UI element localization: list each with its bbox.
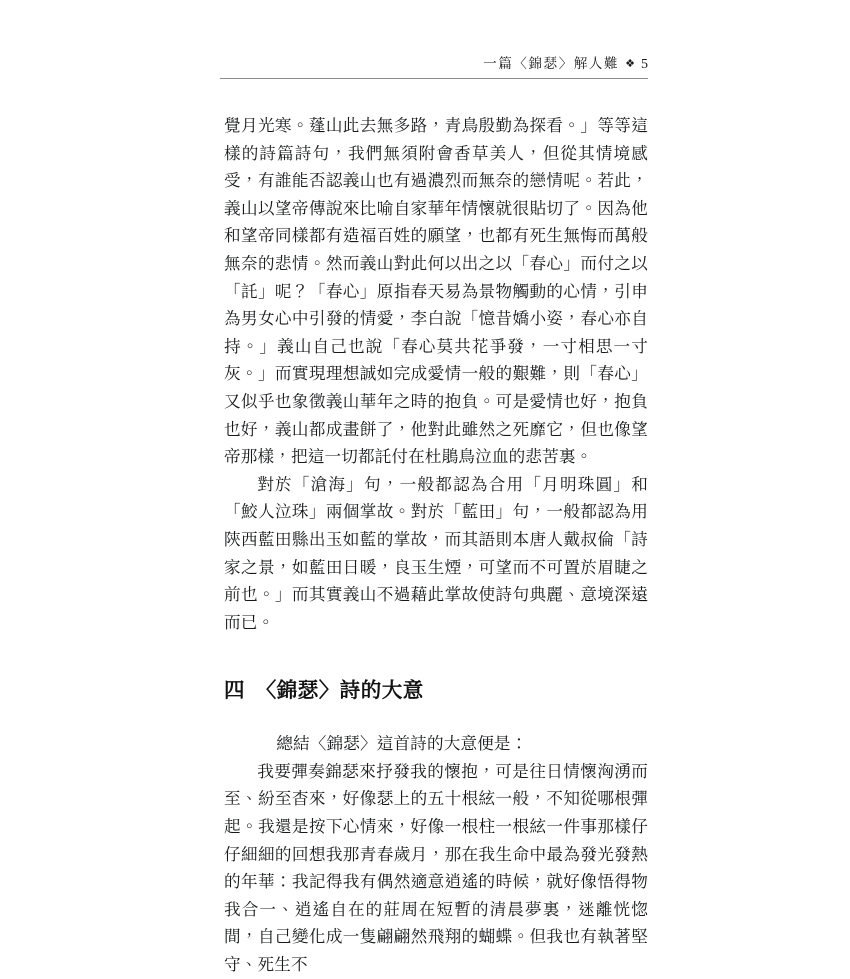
body-paragraph-1: 覺月光寒。蓬山此去無多路，青鳥殷勤為探看。」等等這樣的詩篇詩句，我們無須附會香草美人，但從其情境感受，有誰能否認義山也有過濃烈而無奈的戀情呢。若此，義山以望帝傳說來比喻自家華年情懷就很貼切了。因為他和望帝同樣都有造福百姓的願望，也都有死生無悔而萬般無奈的悲情。然而義山對此何以出之以「春心」而付之以「託」呢？「春心」原指春天易為景物觸動的心情，引申為男女心中引發的情愛，李白說「憶昔嬌小姿，春心亦自持。」義山自己也說「春心莫共花爭發，一寸相思一寸灰。」而實現理想誠如完成愛情一般的艱難，則「春心」又似乎也象徵義山華年之時的抱負。可是愛情也好，抱負也好，義山都成畫餅了，他對此雖然之死靡它，但也像望帝那樣，把這一切都託付在杜鵑鳥泣血的悲苦裏。 bbox=[224, 116, 648, 467]
floret-ornament-icon: ❖ bbox=[625, 57, 635, 70]
closing-paraphrase-text: 我要彈奏錦瑟來抒發我的懷抱，可是往日情懷洶湧而至、紛至杳來，好像瑟上的五十根絃一般，不知從哪根彈起。我還是按下心情來，好像一根柱一根絃一件事那樣仔仔細細的回想我那青春歲月，那在我生命中最為發光發熱的年華：我記得我有偶然適意逍遙的時候，就好像悟得物我合一、逍遙自在的莊周在短暫的清晨夢裏，迷離恍惚間，自己變化成一隻翩翩然飛翔的蝴蝶。但我也有執著堅守、死生不 bbox=[224, 761, 648, 975]
body-text-area bbox=[224, 112, 648, 979]
running-header-line bbox=[220, 52, 648, 73]
header-rule-divider bbox=[220, 78, 648, 79]
running-header-title: 一篇〈錦瑟〉解人難 bbox=[483, 56, 620, 72]
heading-spacer bbox=[224, 636, 648, 676]
body-paragraph-2: 對於「滄海」句，一般都認為合用「月明珠圓」和「鮫人泣珠」兩個掌故。對於「藍田」句，一般都認為用陝西藍田縣出玉如藍的掌故，而其語則本唐人戴叔倫「詩家之景，如藍田日暖，良玉生煙，可望而不可置於眉睫之前也。」而其實義山不過藉此掌故使詩句典麗、意境深遠而已。 bbox=[224, 474, 648, 632]
heading-spacer-bottom bbox=[224, 704, 648, 730]
page-number: 5 bbox=[641, 57, 648, 72]
section-heading: 四 〈錦瑟〉詩的大意 bbox=[224, 678, 424, 703]
closing-block bbox=[224, 730, 648, 978]
closing-lead-line: 總結〈錦瑟〉這首詩的大意便是： bbox=[276, 734, 528, 754]
running-header bbox=[220, 52, 648, 79]
